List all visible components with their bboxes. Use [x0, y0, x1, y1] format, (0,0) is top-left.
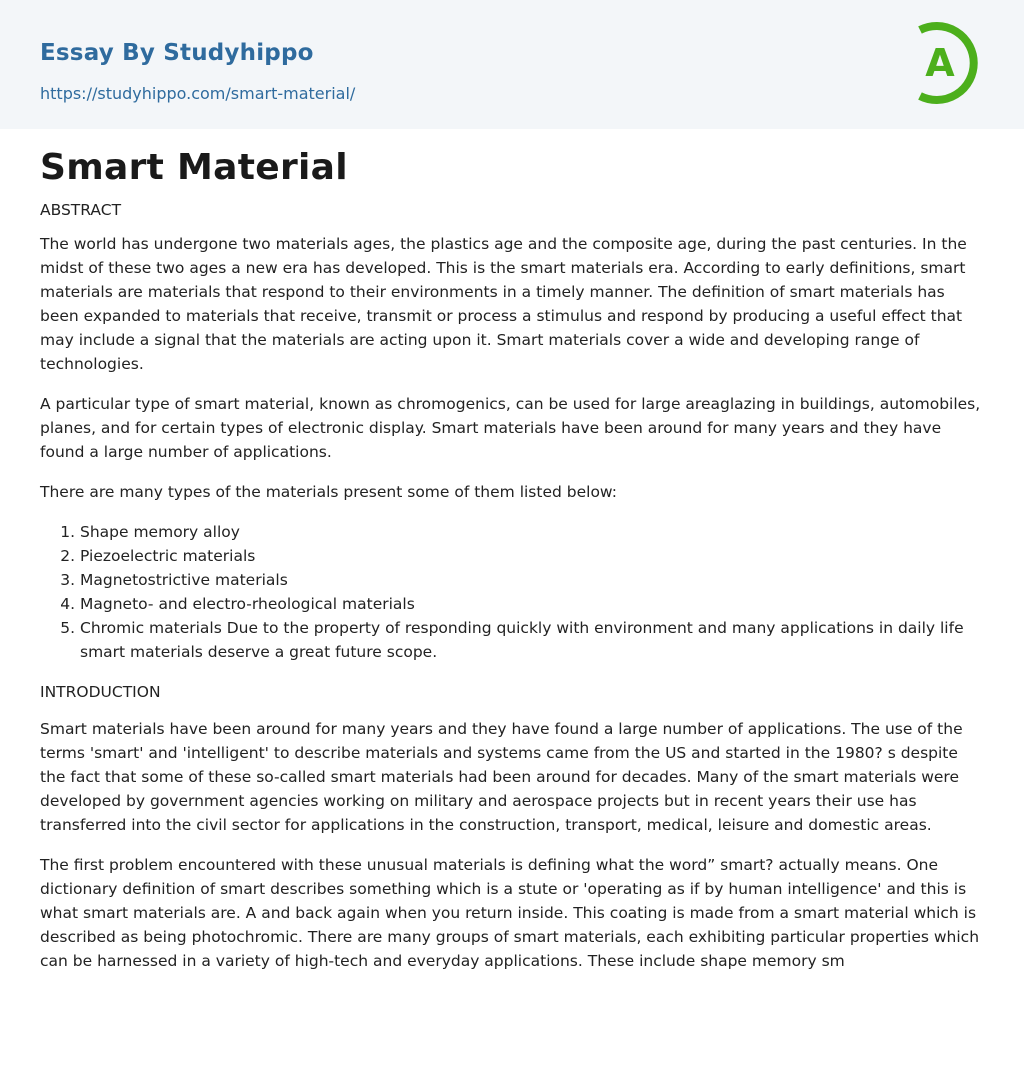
introduction-heading: INTRODUCTION [40, 683, 161, 701]
paragraph: Smart materials have been around for many years and they have found a large number of applications. The use of the terms 'smart' and 'intelligent' to describe materials and systems came from the US and started in the 1980? s despite the fact that some of these so-called smart materials had been around for decades. Many of the smart materials were developed by government agencies working on military and aerospace projects but in recent years their use has transferred into the civil sector for applications in the construction, transport, medical, leisure and domestic areas. [40, 720, 963, 834]
site-header [0, 0, 1024, 129]
page-title: Smart Material [40, 147, 348, 188]
logo-ring-icon [912, 20, 986, 106]
list-item: 3. Magnetostrictive materials [80, 568, 984, 592]
logo-letter: A [925, 41, 955, 85]
list-item: 4. Magneto- and electro-rheological materials [80, 592, 984, 616]
paragraph: A particular type of smart material, known as chromogenics, can be used for large areaglazing in buildings, automobiles, planes, and for certain types of electronic display. Smart materials have been around for many years and they have found a large number of applications. [40, 395, 981, 461]
paragraph: The first problem encountered with these unusual materials is defining what the word” smart? actually means. One dictionary definition of smart describes something which is a stute or 'operating as if by human intelligence' and this is what smart materials are. A and back again when you return inside. This coating is made from a smart material which is described as being photochromic. There are many groups of smart materials, each exhibiting particular properties which can be harnessed in a variety of high-tech and everyday applications. These include shape memory sm [40, 856, 980, 970]
list-item: 2. Piezoelectric materials [80, 544, 984, 568]
list-item: 5. Chromic materials Due to the property of responding quickly with environment and many applications in daily life smart materials deserve a great future scope. [80, 616, 984, 664]
abstract-heading: ABSTRACT [40, 201, 122, 219]
brand-title[interactable]: Essay By Studyhippo [40, 40, 314, 66]
list-item: 1. Shape memory alloy [80, 520, 984, 544]
essay-content [40, 146, 984, 989]
essay-url-link[interactable]: https://studyhippo.com/smart-material/ [40, 84, 356, 103]
studyhippo-logo[interactable] [912, 20, 986, 106]
material-types-list [40, 520, 984, 664]
paragraph: The world has undergone two materials ages, the plastics age and the composite age, during the past centuries. In the midst of these two ages a new era has developed. This is the smart materials era. According to early definitions, smart materials are materials that respond to their environments in a timely manner. The definition of smart materials has been expanded to materials that receive, transmit or process a stimulus and respond by producing a useful effect that may include a signal that the materials are acting upon it. Smart materials cover a wide and developing range of technologies. [40, 235, 967, 373]
paragraph: There are many types of the materials present some of them listed below: [40, 483, 617, 501]
